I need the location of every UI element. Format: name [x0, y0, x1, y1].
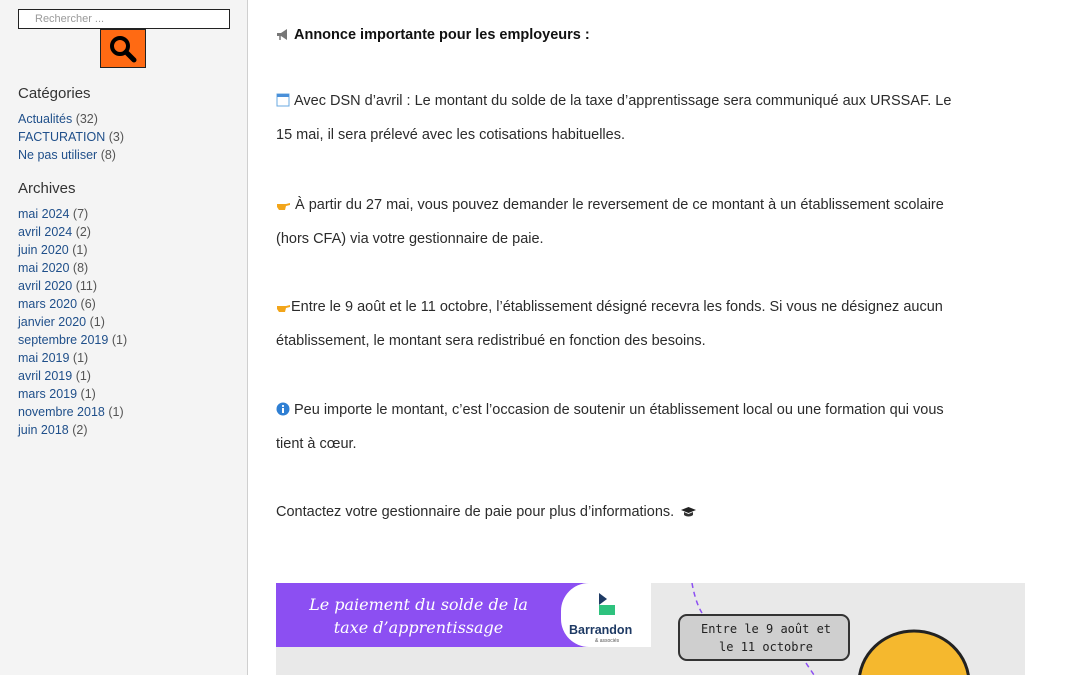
list-item [18, 403, 127, 421]
logo-area [561, 583, 651, 647]
category-link[interactable]: Ne pas utiliser [18, 148, 98, 162]
categories-list [18, 110, 124, 164]
list-item [18, 223, 127, 241]
list-item [18, 110, 124, 128]
archive-link[interactable]: janvier 2020 [18, 315, 87, 329]
archive-count: (1) [89, 315, 105, 329]
list-item [18, 241, 127, 259]
archive-link[interactable]: mai 2019 [18, 351, 70, 365]
pointing-hand-icon [276, 301, 291, 317]
infographic-title: Le paiement du solde de la taxe d’apprentissage [309, 595, 528, 637]
logo-text: Barrandon [569, 623, 633, 637]
paragraph-text: À partir du 27 mai, vous pouvez demander le reversement de ce montant à un établissement scolaire [295, 197, 944, 213]
list-item [18, 205, 127, 223]
list-item [18, 385, 127, 403]
archive-count: (1) [72, 243, 88, 257]
paragraph-line: 15 mai, il sera prélevé avec les cotisations habituelles. [276, 127, 625, 143]
archive-count: (11) [75, 279, 97, 293]
archives-title: Archives [18, 180, 76, 197]
list-item [18, 421, 127, 439]
category-count: (8) [100, 148, 116, 162]
logo-subtext: & associés [595, 638, 620, 644]
archive-link[interactable]: avril 2024 [18, 225, 73, 239]
archive-link[interactable]: mai 2020 [18, 261, 70, 275]
archive-link[interactable]: mars 2019 [18, 387, 78, 401]
paragraph-text: Entre le 9 août et le 11 octobre, l’établissement désigné recevra les fonds. Si vous ne désignez aucun [291, 299, 943, 315]
archive-count: (8) [72, 261, 89, 275]
list-item [18, 295, 127, 313]
paragraph-line: établissement, le montant sera redistribué en fonction des besoins. [276, 333, 706, 349]
archive-link[interactable]: avril 2020 [18, 279, 73, 293]
list-item [18, 367, 127, 385]
info-icon [276, 402, 290, 420]
archive-count: (2) [75, 225, 91, 239]
search-input[interactable] [18, 9, 230, 29]
character-illustration [854, 623, 974, 675]
paragraph-text: Avec DSN d’avril : Le montant du solde de la taxe d’apprentissage sera communiqué aux URSSAF. Le [294, 93, 952, 109]
barrandon-logo-icon [597, 593, 617, 617]
pointing-hand-icon [276, 199, 291, 215]
list-item [18, 331, 127, 349]
paragraph-line [276, 197, 944, 215]
list-item [18, 146, 124, 164]
article-heading [276, 27, 590, 45]
category-link[interactable]: Actualités [18, 112, 73, 126]
bubble-text: Entre le 9 août et le 11 octobre [700, 622, 832, 654]
category-count: (3) [108, 130, 125, 144]
infographic-image [276, 583, 1025, 675]
archive-count: (1) [75, 369, 91, 383]
infographic-header [276, 583, 561, 647]
archive-count: (1) [80, 387, 96, 401]
paragraph-line: (hors CFA) via votre gestionnaire de paie. [276, 231, 544, 247]
list-item [18, 128, 124, 146]
list-item [18, 259, 127, 277]
archive-link[interactable]: avril 2019 [18, 369, 73, 383]
date-bubble [678, 614, 850, 661]
category-count: (32) [75, 112, 98, 126]
archive-count: (1) [72, 351, 89, 365]
category-link[interactable]: FACTURATION [18, 130, 106, 144]
graduation-cap-icon [681, 506, 696, 522]
archive-count: (2) [72, 423, 88, 437]
logo-background [561, 583, 651, 647]
search-icon [108, 34, 138, 64]
megaphone-icon [276, 28, 290, 45]
paragraph-line [276, 93, 951, 111]
paragraph-line [276, 402, 944, 420]
list-item [18, 277, 127, 295]
archive-link[interactable]: septembre 2019 [18, 333, 109, 347]
paragraph-text: Contactez votre gestionnaire de paie pour plus d’informations. [276, 504, 675, 520]
categories-title: Catégories [18, 85, 91, 102]
archive-link[interactable]: juin 2020 [18, 243, 69, 257]
archive-link[interactable]: mars 2020 [18, 297, 78, 311]
archive-count: (7) [72, 207, 89, 221]
archive-link[interactable]: mai 2024 [18, 207, 70, 221]
archive-count: (6) [80, 297, 96, 311]
archive-count: (1) [108, 405, 124, 419]
heading-text: Annonce importante pour les employeurs : [294, 27, 590, 43]
list-item [18, 349, 127, 367]
search-button[interactable] [100, 29, 146, 68]
archive-link[interactable]: novembre 2018 [18, 405, 105, 419]
paragraph-line [276, 299, 943, 317]
archive-count: (1) [111, 333, 128, 347]
archive-link[interactable]: juin 2018 [18, 423, 69, 437]
paragraph-line: tient à cœur. [276, 436, 357, 452]
list-item [18, 313, 127, 331]
paragraph-line [276, 504, 700, 522]
archives-list [18, 205, 127, 439]
paragraph-text: Peu importe le montant, c’est l’occasion de soutenir un établissement local ou une formation qui vous [294, 402, 944, 418]
sidebar [0, 0, 248, 675]
calendar-icon [276, 93, 290, 111]
